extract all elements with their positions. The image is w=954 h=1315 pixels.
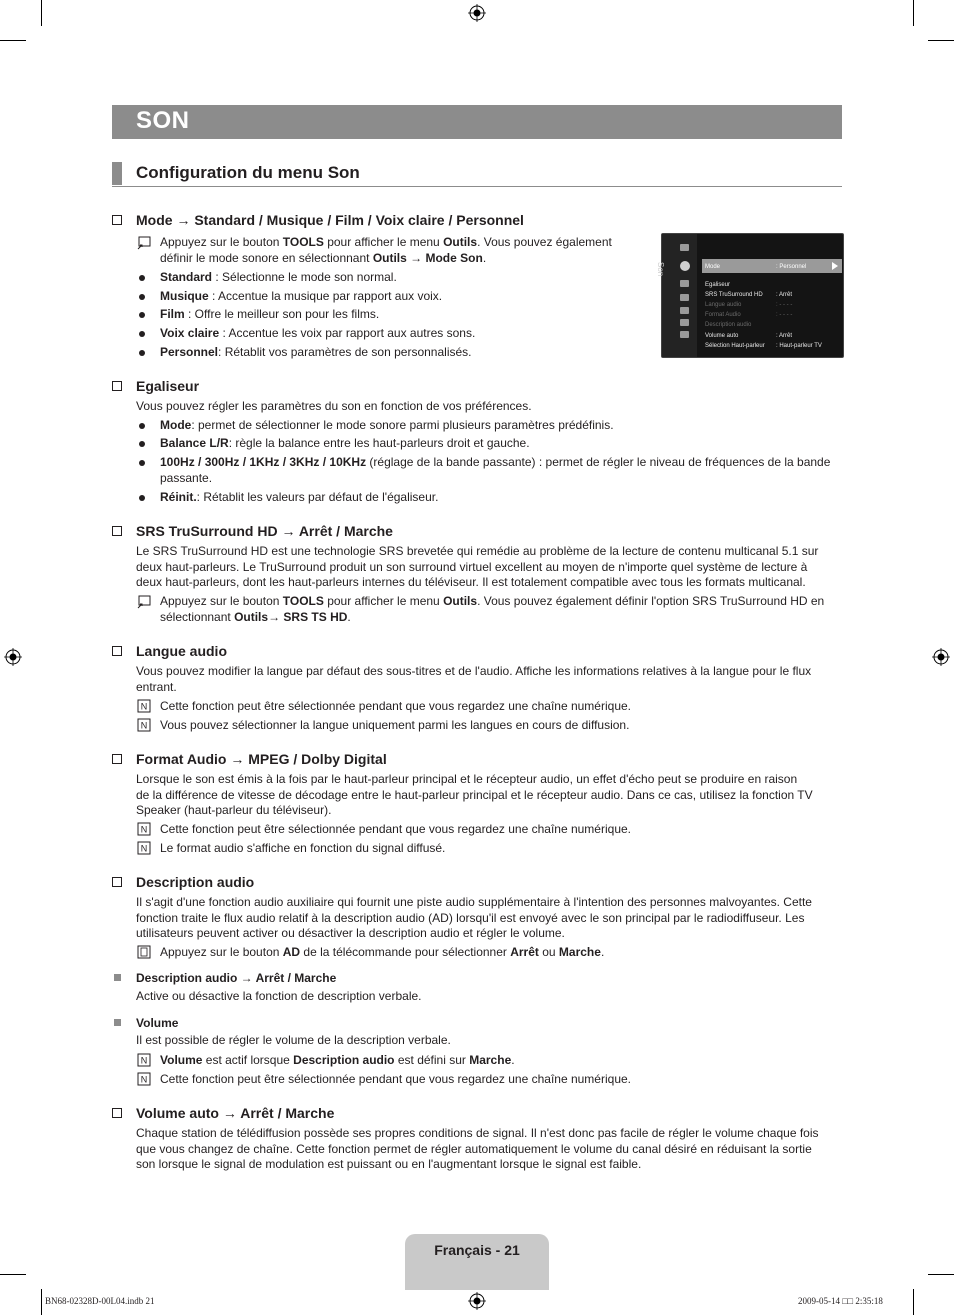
checkbox-bullet-icon — [112, 526, 122, 536]
tv-menu-row-value: : Arrêt — [776, 333, 793, 339]
bullet-icon — [139, 495, 145, 501]
tv-menu-row-label: Langue audio — [705, 302, 742, 308]
bullet-icon — [139, 441, 145, 447]
crop-mark — [41, 1289, 42, 1315]
sound-icon — [680, 261, 690, 271]
volume-sub-text: Il est possible de régler le volume de la description verbale. — [136, 1033, 451, 1047]
langue-heading: Langue audio — [136, 643, 227, 659]
svg-text:N: N — [140, 1074, 148, 1085]
description-paragraph: Il s'agit d'une fonction audio auxiliaire qui fournit une piste audio supplémentaire à l'intention des personnes malvoyantes. Cette fonction traite le flux audio relatif à la description audio (AD) lorsqu'il est envoyé avec le son principal par le radiodiffuseur. Les utilisateurs peuvent activer ou désactiver la description audio et régler le volume. — [136, 895, 812, 940]
tv-menu-row-label: Volume auto — [705, 333, 739, 339]
list-item: Standard : Sélectionne le mode son normal. — [160, 270, 397, 284]
bullet-icon — [139, 423, 145, 429]
list-item: Film : Offre le meilleur son pour les films. — [160, 307, 380, 321]
format-note-2: Le format audio s'affiche en fonction du signal diffusé. — [160, 841, 446, 855]
square-bullet-icon — [114, 974, 121, 981]
note-icon — [137, 822, 151, 836]
section-marker — [112, 162, 122, 185]
svg-text:N: N — [140, 824, 148, 835]
list-item: Mode: permet de sélectionner le mode sonore parmi plusieurs paramètres prédéfinis. — [160, 418, 614, 432]
bullet-icon — [139, 331, 145, 337]
volume-note-1: Volume est actif lorsque Description audio est défini sur Marche. — [160, 1053, 515, 1067]
remote-button-icon — [137, 945, 151, 959]
section-title: Configuration du menu Son — [136, 163, 360, 182]
volume-auto-paragraph: Chaque station de télédiffusion possède ses propres conditions de signal. Il n'est donc pas facile de régler le volume chaque fois que vous changez de chaîne. Cette fonction permet de régler automatiquement le volume du canal désiré en réduisant la sortie son lorsque le signal de modulation est puissant ou en l'augmentant lorsque le signal est faible. — [136, 1126, 819, 1171]
list-item: Personnel: Rétablit vos paramètres de son personnalisés. — [160, 345, 472, 359]
square-bullet-icon — [114, 1019, 121, 1026]
tv-menu-row-value: : Personnel — [776, 264, 807, 270]
list-item: Musique : Accentue la musique par rapport aux voix. — [160, 289, 443, 303]
page-number: Français - 21 — [434, 1242, 520, 1258]
tv-menu-row-label: Egaliseur — [705, 282, 731, 288]
tv-menu-row-label: SRS TruSurround HD — [705, 292, 763, 298]
note-icon — [137, 699, 151, 713]
svg-text:N: N — [140, 843, 148, 854]
srs-heading: SRS TruSurround HD → Arrêt / Marche — [136, 523, 393, 539]
description-sub-heading: Description audio → Arrêt / Marche — [136, 971, 337, 985]
crop-mark — [913, 1289, 914, 1315]
bullet-icon — [139, 460, 145, 466]
crop-mark — [928, 1274, 954, 1275]
section-divider — [112, 186, 842, 187]
tv-menu-row-value: : Arrêt — [776, 292, 793, 298]
registration-mark-icon — [932, 648, 950, 666]
description-heading: Description audio — [136, 874, 255, 890]
arrow-right-icon — [832, 262, 838, 270]
mode-heading: Mode → Standard / Musique / Film / Voix claire / Personnel — [136, 212, 524, 228]
tv-menu-screenshot — [656, 233, 844, 358]
crop-mark — [0, 40, 26, 41]
mode-tools-note: Appuyez sur le bouton TOOLS pour afficher le menu Outils. Vous pouvez également définir le mode sonore en sélectionnant Outils → Mode Son. — [160, 235, 612, 265]
list-item: Balance L/R: règle la balance entre les haut-parleurs droit et gauche. — [160, 436, 530, 450]
crop-mark — [0, 1274, 26, 1275]
tv-menu-selected-row — [702, 259, 842, 273]
crop-mark — [928, 40, 954, 41]
bullet-icon — [139, 275, 145, 281]
format-paragraph: Lorsque le son est émis à la fois par le haut-parleur principal et le récepteur audio, un effet d'écho peut se produire en raison de la différence de vitesse de décodage entre le haut-parleur principal et le récepteur audio. Dans ce cas, utilisez la fonction TV Speaker (haut-parleur du téléviseur). — [136, 772, 813, 817]
srs-tools-note: Appuyez sur le bouton TOOLS pour afficher le menu Outils. Vous pouvez également définir l'option SRS TruSurround HD en sélectionnant Outils→ SRS TS HD. — [160, 594, 825, 624]
note-icon — [137, 718, 151, 732]
crop-mark — [913, 0, 914, 26]
checkbox-bullet-icon — [112, 215, 122, 225]
srs-paragraph: Le SRS TruSurround HD est une technologie SRS brevetée qui remédie au problème de la lecture de contenu multicanal 5.1 sur deux haut-parleurs. Le TruSurround produit un son surround virtuel excellent au moyen de n'importe quel système de lecture à deux haut-parleurs, dont les haut-parleurs internes du téléviseur. Il est totalement compatible avec tous les formats multicanal. — [136, 544, 819, 589]
application-icon — [680, 319, 689, 326]
note-icon — [137, 1053, 151, 1067]
list-item: Réinit.: Rétablit les valeurs par défaut de l'égaliseur. — [160, 490, 439, 504]
tools-note-icon — [137, 595, 151, 609]
checkbox-bullet-icon — [112, 381, 122, 391]
egaliseur-heading: Egaliseur — [136, 378, 200, 394]
svg-text:N: N — [140, 720, 148, 731]
svg-text:N: N — [140, 701, 148, 712]
crop-mark — [41, 0, 42, 26]
tv-menu-row-label: Description audio — [705, 322, 752, 328]
description-sub-text: Active ou désactive la fonction de description verbale. — [136, 989, 422, 1003]
format-heading: Format Audio → MPEG / Dolby Digital — [136, 751, 387, 767]
tv-menu-side-label: Son — [656, 262, 665, 277]
list-item: 100Hz / 300Hz / 1KHz / 3KHz / 10KHz (réglage de la bande passante) : permet de régler le niveau de fréquences de la bande passante. — [160, 455, 831, 485]
svg-text:N: N — [140, 1055, 148, 1066]
print-file-label: BN68-02328D-00L04.indb 21 — [45, 1296, 155, 1306]
checkbox-bullet-icon — [112, 646, 122, 656]
egaliseur-intro: Vous pouvez régler les paramètres du son en fonction de vos préférences. — [136, 399, 532, 413]
registration-mark-icon — [4, 648, 22, 666]
volume-sub-heading: Volume — [136, 1016, 179, 1030]
format-note-1: Cette fonction peut être sélectionnée pendant que vous regardez une chaîne numérique. — [160, 822, 631, 836]
bullet-icon — [139, 294, 145, 300]
list-item: Voix claire : Accentue les voix par rapport aux autres sons. — [160, 326, 476, 340]
langue-note-2: Vous pouvez sélectionner la langue uniquement parmi les langues en cours de diffusion. — [160, 718, 630, 732]
registration-mark-icon — [468, 1292, 486, 1310]
checkbox-bullet-icon — [112, 877, 122, 887]
setup-icon — [680, 294, 689, 301]
langue-paragraph: Vous pouvez modifier la langue par défaut des sous-titres et de l'audio. Affiche les informations relatives à la langue pour le flux entrant. — [136, 664, 812, 694]
checkbox-bullet-icon — [112, 754, 122, 764]
registration-mark-icon — [468, 4, 486, 22]
page-title: SON — [136, 107, 190, 134]
channel-icon — [680, 280, 689, 287]
volume-note-2: Cette fonction peut être sélectionnée pendant que vous regardez une chaîne numérique. — [160, 1072, 631, 1086]
tv-menu-row-label: Format Audio — [705, 312, 741, 318]
picture-icon — [680, 244, 689, 251]
bullet-icon — [139, 350, 145, 356]
tools-note-icon — [137, 236, 151, 250]
tv-menu-row-value: : - - - - — [776, 312, 793, 318]
tv-menu-row-value: : Haut-parleur TV — [776, 343, 822, 349]
tv-menu-row-label: Sélection Haut-parleur — [705, 343, 765, 349]
volume-auto-heading: Volume auto → Arrêt / Marche — [136, 1105, 335, 1121]
tv-menu-row-value: : - - - - — [776, 302, 793, 308]
header-band — [112, 105, 842, 139]
note-icon — [137, 1072, 151, 1086]
bullet-icon — [139, 312, 145, 318]
input-icon — [680, 307, 689, 314]
langue-note-1: Cette fonction peut être sélectionnée pendant que vous regardez une chaîne numérique. — [160, 699, 631, 713]
checkbox-bullet-icon — [112, 1108, 122, 1118]
description-remote-note: Appuyez sur le bouton AD de la télécommande pour sélectionner Arrêt ou Marche. — [160, 945, 605, 959]
support-icon — [680, 331, 689, 338]
print-date-label: 2009-05-14 □□ 2:35:18 — [798, 1296, 883, 1306]
note-icon — [137, 841, 151, 855]
tv-menu-row-label: Mode — [705, 264, 721, 270]
